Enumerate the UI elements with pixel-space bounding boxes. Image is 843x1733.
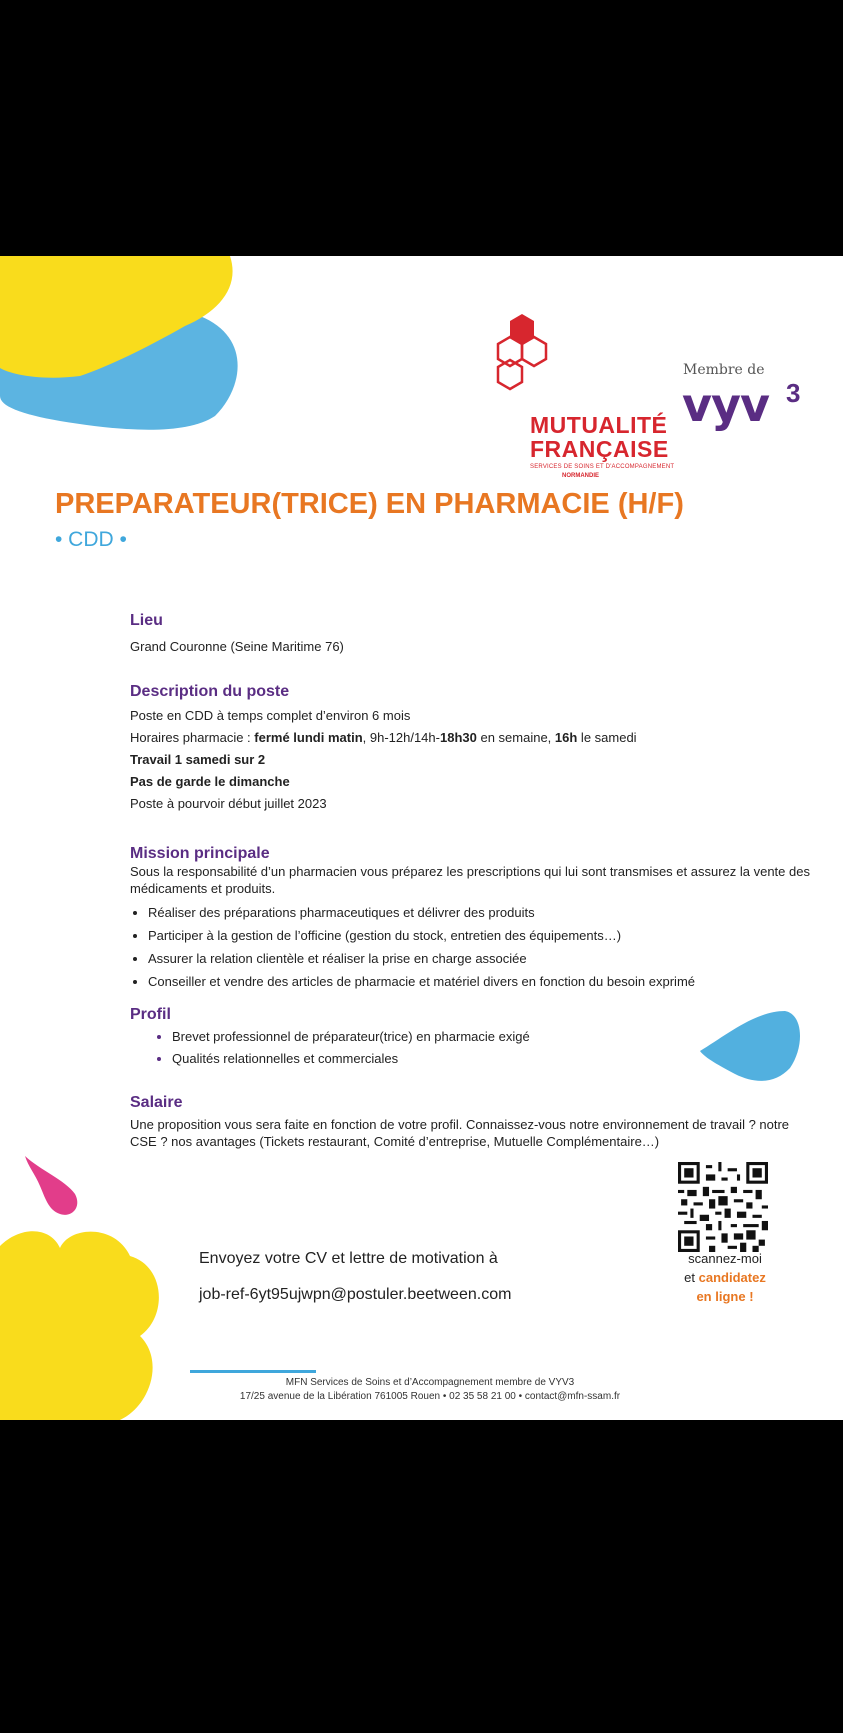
description-horaires (130, 727, 637, 749)
bottom-left-yellow-blob (0, 1186, 170, 1420)
lieu-heading: Lieu (130, 612, 163, 629)
mutualite-line2: FRANÇAISE (530, 436, 669, 462)
mission-intro: Sous la responsabilité d’un pharmacien vous préparez les prescriptions qui lui sont transmises et assurez la vente des médicaments et produits. (130, 864, 810, 896)
horaires-g: le samedi (577, 730, 637, 745)
salaire-text: Une proposition vous sera faite en fonction de votre profil. Connaissez-vous notre environnement de travail ? notre CSE ? nos avantages (Tickets restaurant, Comité d’entreprise, Mutuelle Complémentaire…) (130, 1117, 790, 1149)
profil-item: • Qualités relationnelles et commerciales (172, 1048, 530, 1070)
footer (150, 1376, 710, 1404)
mission-item: • Réaliser des préparations pharmaceutiques et délivrer des produits (148, 901, 810, 924)
horaires-f: 16h (554, 730, 578, 745)
vyv-member-label: Membre de (683, 362, 765, 378)
mutualite-francaise-logo (488, 312, 675, 479)
footer-divider (190, 1370, 316, 1373)
mission-list (130, 901, 810, 993)
apply-email[interactable]: job-ref-6yt95ujwpn@postuler.beetween.com (199, 1286, 512, 1303)
lieu-text: Grand Couronne (Seine Maritime 76) (130, 639, 344, 654)
mission-item: • Conseiller et vendre des articles de pharmacie et matériel divers en fonction du besoin exprimé (148, 970, 810, 993)
horaires-b: fermé lundi matin (254, 730, 363, 745)
horaires-d: 18h30 (439, 730, 477, 745)
salaire-heading: Salaire (130, 1094, 183, 1111)
footer-line2: 17/25 avenue de la Libération 761005 Rouen • 02 35 58 21 00 • contact@mfn-ssam.fr (239, 1391, 621, 1402)
profil-section (130, 1006, 530, 1070)
qr-apply-line (665, 1268, 785, 1287)
footer-line1: MFN Services de Soins et d’Accompagnement membre de VYV3 (285, 1377, 575, 1388)
top-left-watercolor-blob (0, 256, 250, 436)
vyv-logo-superscript: 3 (786, 378, 801, 408)
description-line1: Poste en CDD à temps complet d’environ 6 mois (130, 708, 411, 723)
horaires-e: en semaine, (476, 730, 555, 745)
contract-type: • CDD • (55, 528, 127, 551)
horaires-c: , 9h-12h/14h- (362, 730, 440, 745)
profil-heading: Profil (130, 1006, 171, 1023)
honeycomb-icon (488, 312, 558, 402)
qr-online-line (665, 1287, 785, 1306)
mission-item: • Assurer la relation clientèle et réaliser la prise en charge associée (148, 947, 810, 970)
lieu-section (130, 612, 344, 658)
mission-section (130, 845, 810, 993)
qr-caption (665, 1249, 785, 1306)
description-section (130, 683, 637, 815)
profil-item: • Brevet professionnel de préparateur(trice) en pharmacie exigé (172, 1026, 530, 1048)
mutualite-subtitle: SERVICES DE SOINS ET D'ACCOMPAGNEMENT (530, 464, 675, 470)
mission-item: • Participer à la gestion de l’officine (gestion du stock, entretien des équipements…) (148, 924, 810, 947)
qr-code[interactable] (678, 1162, 768, 1252)
description-line3: Travail 1 samedi sur 2 (130, 752, 266, 767)
description-heading: Description du poste (130, 683, 290, 700)
mutualite-line1: MUTUALITÉ (530, 412, 668, 438)
horaires-a: Horaires pharmacie : (130, 730, 255, 745)
mutualite-region: NORMANDIE (562, 473, 599, 479)
mission-heading: Mission principale (130, 845, 270, 862)
qr-bang: ! (745, 1289, 754, 1304)
apply-instruction: Envoyez votre CV et lettre de motivation à (199, 1250, 498, 1267)
job-title: PREPARATEUR(TRICE) EN PHARMACIE (H/F) (55, 488, 684, 520)
right-blue-drop (695, 1006, 805, 1086)
vyv-logo: vyv (682, 378, 769, 432)
qr-scan-text: scannez-moi (688, 1251, 762, 1266)
job-offer-poster (0, 256, 843, 1420)
qr-et: et (684, 1270, 699, 1285)
salaire-section (130, 1094, 810, 1150)
qr-candidatez: candidatez (698, 1270, 766, 1285)
description-line5: Poste à pourvoir début juillet 2023 (130, 796, 327, 811)
qr-en-ligne: en ligne (696, 1289, 746, 1304)
description-line4: Pas de garde le dimanche (130, 774, 290, 789)
profil-list (130, 1026, 530, 1070)
